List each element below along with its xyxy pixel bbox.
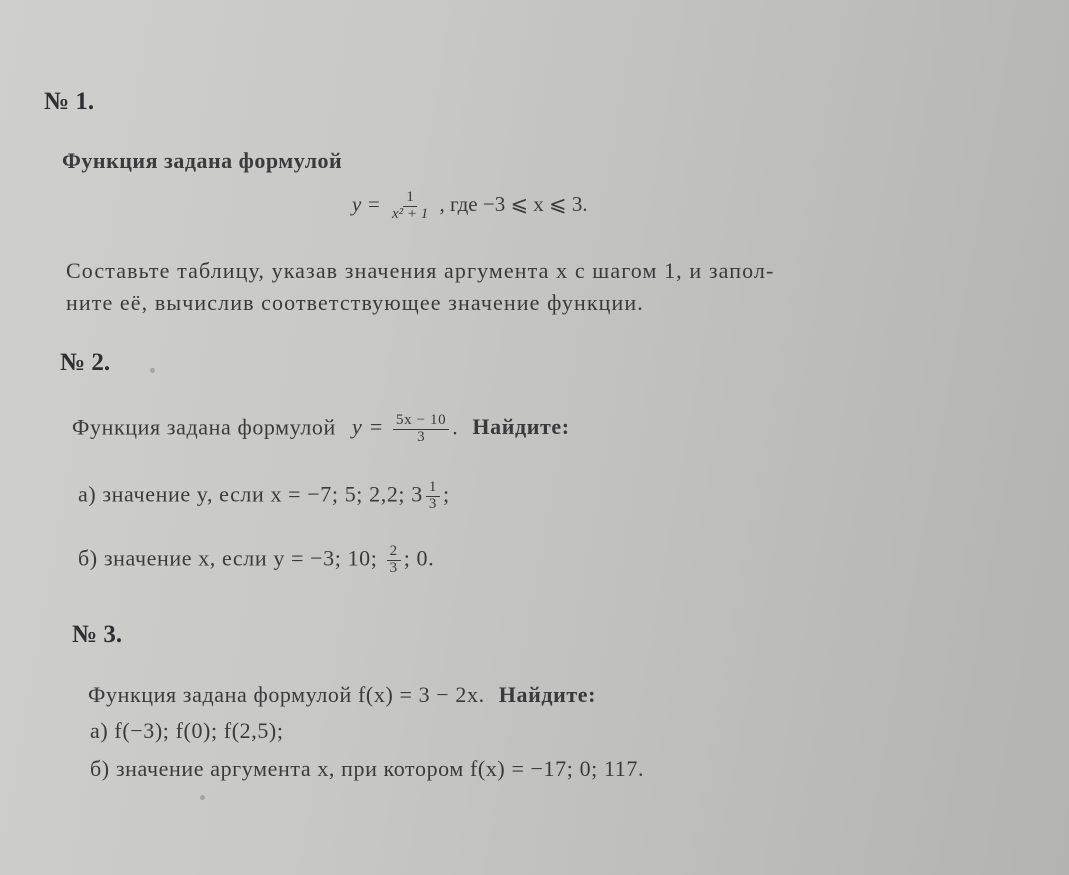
task2-item-a-numerator: 1: [426, 480, 440, 497]
task2-item-b: [78, 544, 434, 577]
paper-speck: [200, 795, 205, 800]
task1-formula-numerator: 1: [403, 190, 417, 207]
task2-formula-denominator: 3: [417, 428, 426, 445]
task2-item-b-denominator: 3: [389, 559, 398, 576]
paper-speck: [150, 368, 155, 373]
task2-item-b-fraction: [387, 544, 401, 577]
task3-item-b: б) значение аргумента x, при котором f(x) = −17; 0; 117.: [90, 756, 645, 781]
task2-statement: [72, 413, 570, 446]
task2-item-a-denominator: 3: [428, 495, 437, 512]
task2-intro: Функция задана формулой: [72, 414, 336, 440]
task2-item-b-numerator: 2: [387, 544, 401, 561]
task2-formula-fraction: [393, 413, 449, 446]
task1-body-line1: Составьте таблицу, указав значения аргумента x с шагом 1, и запол-: [66, 258, 775, 283]
task2-item-a-text: а) значение y, если x = −7; 5; 2,2;: [78, 481, 406, 507]
task1-number: № 1.: [44, 88, 95, 115]
task1-heading: Функция задана формулой: [62, 148, 343, 173]
task2-number: № 2.: [60, 349, 111, 376]
task1-formula-fraction: [389, 190, 431, 223]
task3-item-a: а) f(−3); f(0); f(2,5);: [90, 718, 284, 743]
task1-formula-domain: , где −3 ⩽ x ⩽ 3.: [439, 192, 588, 217]
task2-item-b-text: б) значение x, если y = −3; 10;: [78, 545, 378, 571]
task1-formula-lhs: y =: [352, 192, 381, 217]
task2-formula-period: .: [452, 414, 459, 440]
task3-intro: Функция задана формулой f(x) = 3 − 2x.: [88, 682, 485, 707]
task2-formula-lhs: y =: [352, 414, 384, 440]
task2-item-a-tail: ;: [442, 481, 450, 507]
task2-item-b-tail: ; 0.: [403, 545, 435, 571]
task2-formula-numerator: 5x − 10: [393, 413, 449, 430]
task1-body-line2: ните её, вычислив соответствующее значение функции.: [66, 290, 644, 315]
task2-item-a-whole: 3: [411, 481, 423, 507]
task3-find-label: Найдите:: [498, 682, 597, 707]
task1-formula: [352, 190, 588, 223]
task2-item-a-fraction: [426, 480, 440, 513]
task2-find-label: Найдите:: [472, 414, 570, 440]
task3-statement: [88, 682, 596, 708]
task1-formula-denominator: x² + 1: [392, 205, 429, 222]
task3-number: № 3.: [72, 621, 123, 648]
task2-item-a: [78, 480, 450, 513]
